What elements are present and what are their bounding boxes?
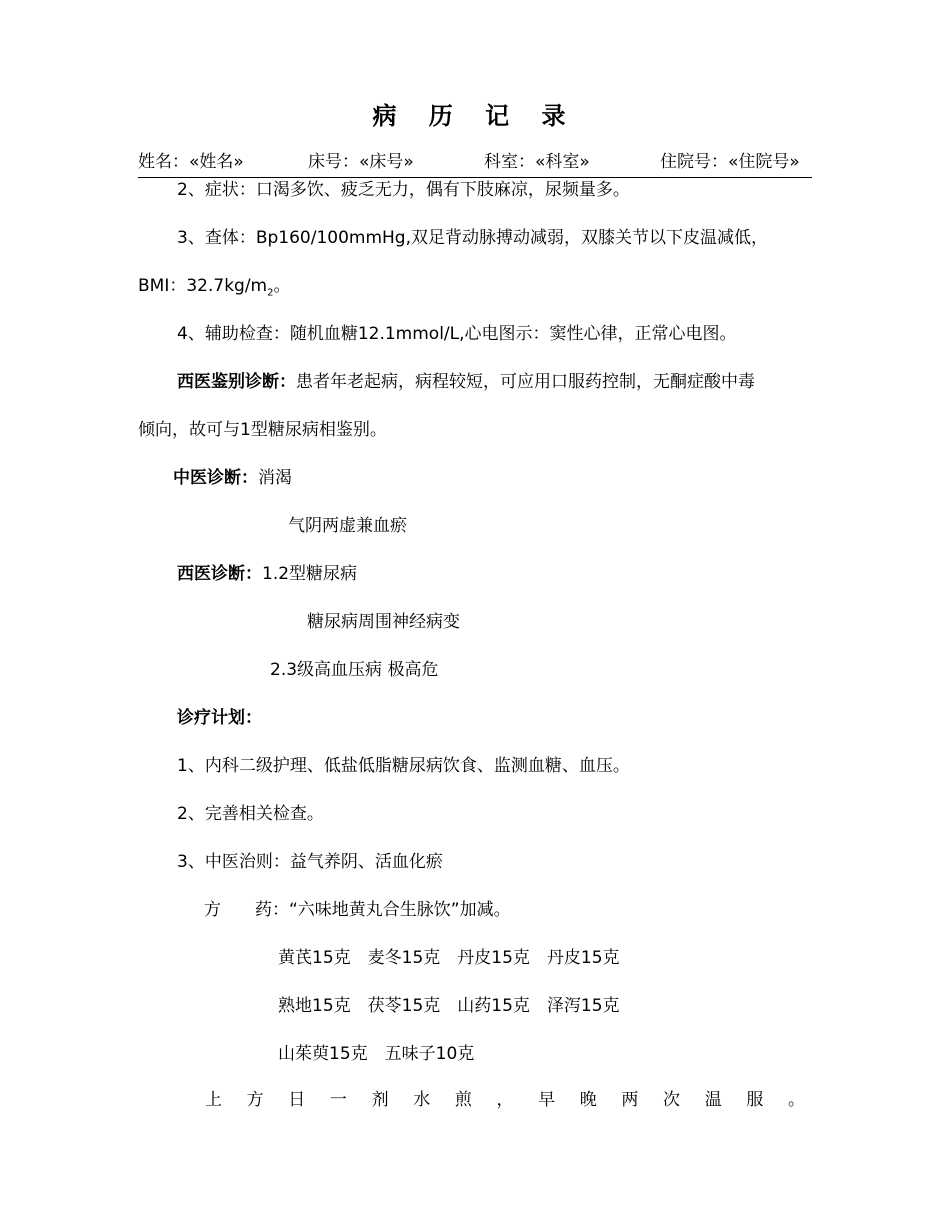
dosage-char: 日: [288, 1090, 306, 1110]
dosage-char: 次: [663, 1090, 681, 1110]
western-diagnosis-line: [177, 562, 357, 586]
tcm-label: 中医诊断：: [173, 468, 258, 488]
western-dx-label: 西医诊断：: [177, 564, 262, 584]
dosage-char: 一: [329, 1090, 347, 1110]
dosage-char: 剂: [371, 1090, 389, 1110]
western-dx-2: 糖尿病周围神经病变: [307, 612, 460, 632]
bmi-subscript: 2: [267, 287, 274, 299]
header-dept: 科室：«科室»: [484, 152, 590, 172]
tcm-diagnosis-1: 消渴: [258, 468, 292, 488]
plan-item-1: 1、内科二级护理、低盐低脂糖尿病饮食、监测血糖、血压。: [177, 756, 630, 776]
dosage-char: 早: [538, 1090, 556, 1110]
herbs-line-3: 山茱萸15克 五味子10克: [278, 1044, 475, 1064]
dosage-char: 。: [787, 1090, 805, 1110]
tcm-diagnosis-line: [173, 466, 292, 490]
dosage-char: 服: [746, 1090, 764, 1110]
dosage-instruction-line: [205, 1088, 805, 1112]
western-diff-line-2: 倾向，故可与1型糖尿病相鉴别。: [138, 420, 387, 440]
herbs-line-2: 熟地15克 茯苓15克 山药15克 泽泻15克: [278, 996, 620, 1016]
exam-line-1: 3、查体：Bp160/100mmHg,双足背动脉搏动减弱，双膝关节以下皮温减低，: [177, 228, 768, 248]
dosage-char: 两: [621, 1090, 639, 1110]
header-admission: 住院号：«住院号»: [660, 152, 800, 172]
plan-item-2: 2、完善相关检查。: [177, 804, 324, 824]
dosage-char: 温: [704, 1090, 722, 1110]
western-diff-text: 患者年老起病，病程较短，可应用口服药控制，无酮症酸中毒: [296, 372, 755, 392]
dosage-char: 煎: [454, 1090, 472, 1110]
western-diff-line: [177, 370, 755, 394]
dosage-char: 上: [205, 1090, 222, 1110]
prescription-formula: “六味地黄丸合生脉饮”加减。: [289, 900, 511, 920]
header-name: 姓名：«姓名»: [138, 152, 244, 172]
tcm-diagnosis-2: 气阴两虚兼血瘀: [288, 516, 407, 536]
western-dx-3: 2.3级高血压病 极高危: [270, 660, 439, 680]
plan-item-3: 3、中医治则：益气养阴、活血化瘀: [177, 852, 443, 872]
header-bed: 床号：«床号»: [308, 152, 414, 172]
western-diff-label: 西医鉴别诊断：: [177, 372, 296, 392]
patient-header: [138, 145, 812, 178]
bmi-text: BMI：32.7kg/m: [138, 276, 268, 296]
symptoms-line: 2、症状：口渴多饮、疲乏无力，偶有下肢麻凉，尿频量多。: [177, 180, 630, 200]
page-title: 病 历 记 录: [372, 102, 578, 130]
exam-line-2: [138, 274, 291, 305]
dosage-char: 水: [413, 1090, 431, 1110]
dosage-char: 晚: [579, 1090, 597, 1110]
plan-label: 诊疗计划：: [177, 708, 262, 728]
dosage-char: ，: [496, 1090, 514, 1110]
dosage-char: 方: [246, 1090, 264, 1110]
herbs-line-1: 黄芪15克 麦冬15克 丹皮15克 丹皮15克: [278, 948, 620, 968]
bmi-end: 。: [273, 276, 291, 296]
prescription-line: [204, 898, 511, 922]
prescription-label: 方 药：: [204, 900, 289, 920]
aux-exam-line: 4、辅助检查：随机血糖12.1mmol/L,心电图示：窦性心律，正常心电图。: [177, 324, 737, 344]
western-dx-1: 1.2型糖尿病: [262, 564, 358, 584]
